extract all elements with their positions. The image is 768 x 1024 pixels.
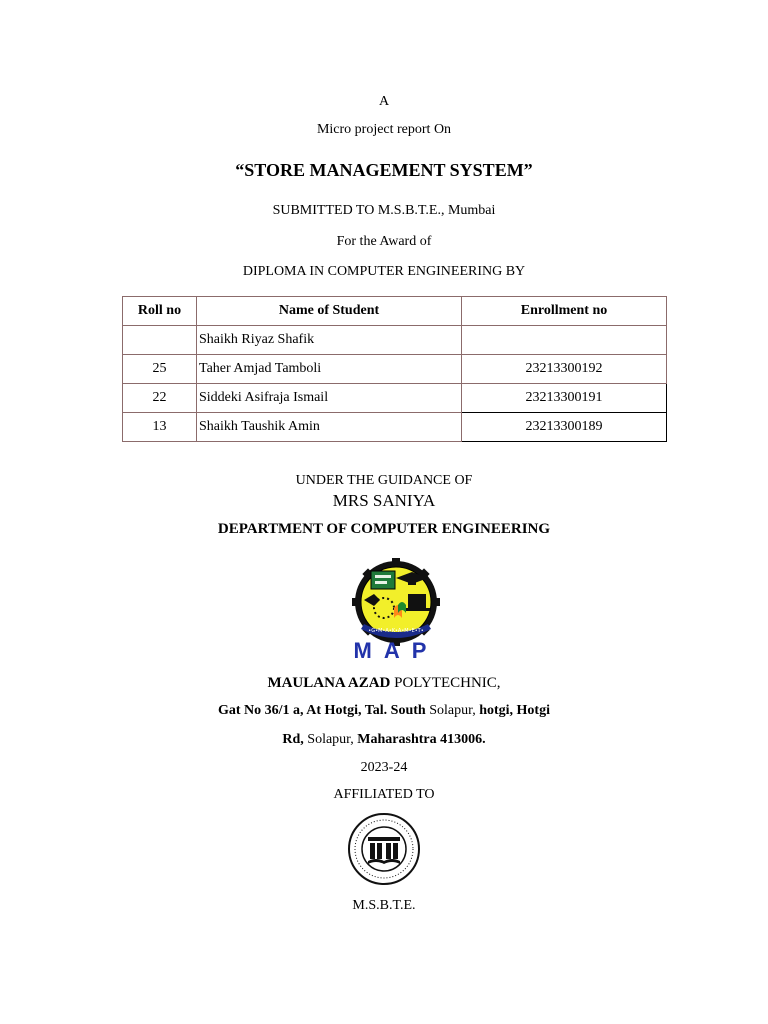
header-enrollment: Enrollment no bbox=[462, 297, 667, 326]
gear-logo-icon bbox=[324, 558, 468, 662]
students-table bbox=[122, 296, 667, 442]
ring-text: •G•M•A•K•A•M•E•T• bbox=[368, 628, 424, 634]
institution-name-rest: POLYTECHNIC, bbox=[390, 675, 501, 691]
address-line-2 bbox=[0, 732, 768, 748]
academic-year: 2023-24 bbox=[360, 760, 408, 775]
address-1-bold: Gat No 36/1 a, At Hotgi, Tal. South bbox=[218, 703, 426, 718]
report-subtitle: Micro project report On bbox=[316, 122, 452, 137]
address-2-bold-2: Maharashtra 413006. bbox=[353, 732, 486, 747]
guidance-label: UNDER THE GUIDANCE OF bbox=[295, 473, 473, 488]
map-letters: MAP bbox=[353, 638, 439, 662]
table-row bbox=[123, 326, 667, 355]
msbte-seal bbox=[346, 813, 422, 885]
cell-enrollment: 23213300191 bbox=[462, 384, 667, 413]
institution-name-bold: MAULANA AZAD bbox=[267, 675, 391, 691]
address-1-bold-2: hotgi, Hotgi bbox=[475, 703, 550, 718]
address-1-plain: Solapur, bbox=[425, 703, 476, 718]
table-row bbox=[123, 384, 667, 413]
cell-roll: 25 bbox=[123, 355, 197, 384]
board-seal-icon bbox=[346, 813, 422, 885]
diploma-line: DIPLOMA IN COMPUTER ENGINEERING BY bbox=[242, 264, 526, 279]
report-title: “STORE MANAGEMENT SYSTEM” bbox=[235, 160, 533, 180]
cell-name: Taher Amjad Tamboli bbox=[197, 355, 462, 384]
polytechnic-logo bbox=[324, 558, 468, 662]
cell-name: Shaikh Taushik Amin bbox=[197, 413, 462, 442]
guide-name: MRS SANIYA bbox=[332, 491, 436, 510]
table-row bbox=[123, 355, 667, 384]
line-a: A bbox=[378, 94, 390, 109]
submitted-to: SUBMITTED TO M.S.B.T.E., Mumbai bbox=[272, 203, 496, 218]
header-name: Name of Student bbox=[197, 297, 462, 326]
address-2-plain: Solapur, bbox=[303, 732, 354, 747]
affiliated-to: AFFILIATED TO bbox=[333, 787, 435, 802]
cell-name: Siddeki Asifraja Ismail bbox=[197, 384, 462, 413]
cell-roll: 13 bbox=[123, 413, 197, 442]
cell-enrollment: 23213300192 bbox=[462, 355, 667, 384]
board-name: M.S.B.T.E. bbox=[352, 898, 416, 913]
for-award: For the Award of bbox=[336, 234, 432, 249]
cell-enrollment: 23213300189 bbox=[462, 413, 667, 442]
address-2-bold: Rd, bbox=[282, 732, 304, 747]
table-row bbox=[123, 413, 667, 442]
table-header-row bbox=[123, 297, 667, 326]
header-roll: Roll no bbox=[123, 297, 197, 326]
cell-enrollment bbox=[462, 326, 667, 355]
cell-roll: 22 bbox=[123, 384, 197, 413]
address-line-1 bbox=[0, 703, 768, 719]
department-name: DEPARTMENT OF COMPUTER ENGINEERING bbox=[217, 521, 551, 537]
cell-roll bbox=[123, 326, 197, 355]
institution-name bbox=[0, 675, 768, 692]
cell-name: Shaikh Riyaz Shafik bbox=[197, 326, 462, 355]
